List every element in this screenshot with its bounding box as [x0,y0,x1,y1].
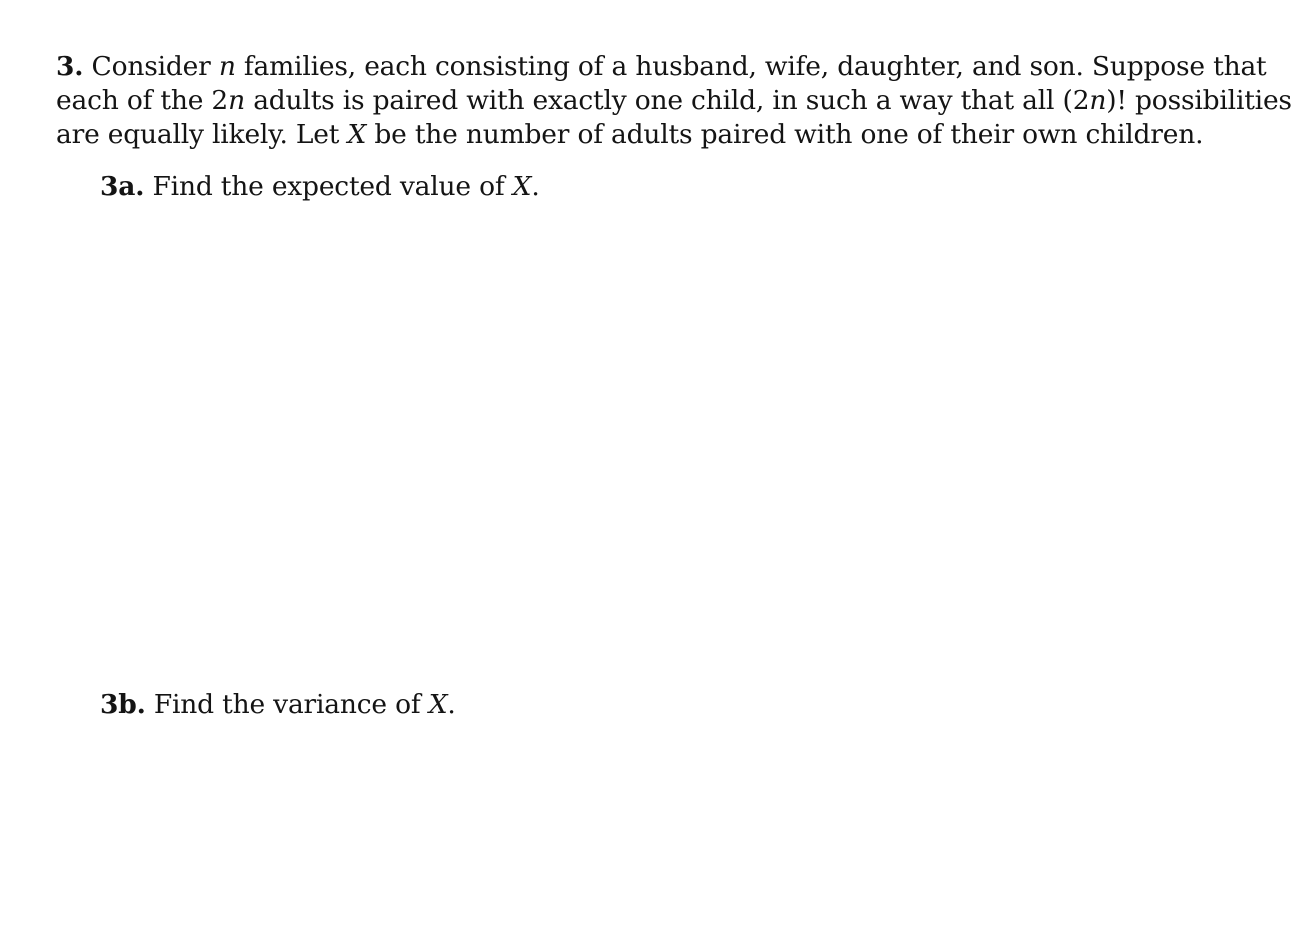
problem-text: Consider [91,51,219,82]
answer-space-3b [56,735,1196,925]
answer-space-3a [56,215,1196,675]
problem-text: families, each consisting of a husband, wife, daughter, and son. Suppose that [235,51,1267,82]
part-3a-question [100,170,540,204]
math-variable: n [218,51,236,82]
math-variable: X [428,689,448,720]
part-text-end: . [447,689,456,720]
part-label: 3a. [100,171,145,202]
part-label: 3b. [100,689,146,720]
problem-line-3 [56,118,1204,152]
problem-line-1 [56,50,1267,84]
part-text: Find the variance of [153,689,429,720]
problem-text: be the number of adults paired with one of their own children. [366,119,1204,150]
problem-text: are equally likely. Let [56,119,348,150]
math-variable: n [228,85,245,116]
problem-number: 3. [56,51,84,82]
part-text-end: . [531,171,540,202]
problem-text: each of the 2 [56,85,229,116]
math-variable: X [512,171,532,202]
problem-statement [56,50,1292,152]
problem-line-2 [56,84,1292,118]
part-3b-question [100,688,456,722]
math-variable: n [1089,85,1107,116]
problem-text: )! possibilities [1106,85,1292,116]
part-text: Find the expected value of [152,171,513,202]
math-variable: X [347,119,367,150]
problem-text: adults is paired with exactly one child, in such a way that all (2 [244,85,1090,116]
